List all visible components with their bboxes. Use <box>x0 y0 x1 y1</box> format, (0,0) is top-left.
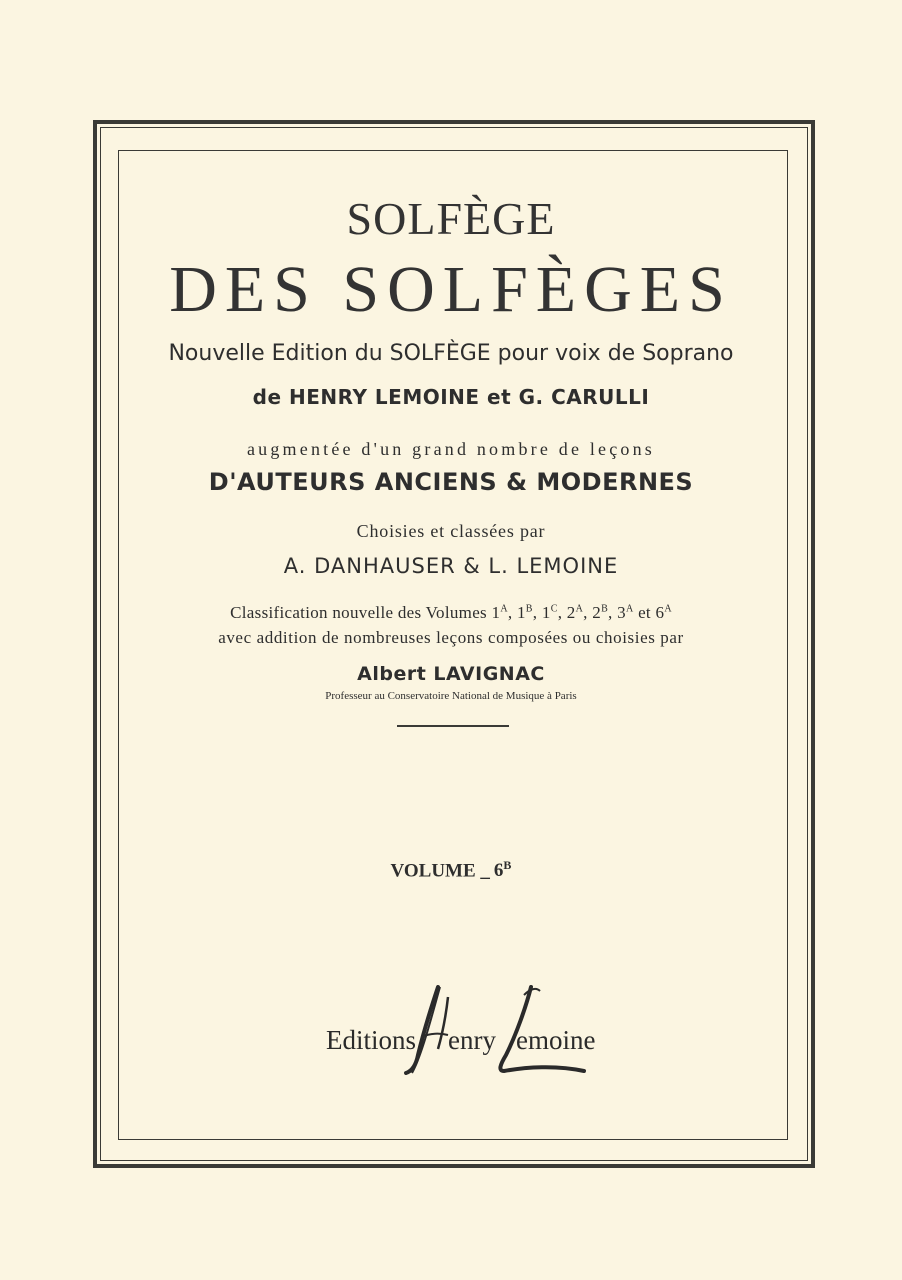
classification-prefix: Classification nouvelle des Volumes <box>230 603 487 622</box>
volume-item: $3^A$ <box>617 603 634 622</box>
volume-suffix: B <box>503 858 512 872</box>
volumes-list: $1^A$, $1^B$, $1^C$, $2^A$, $2^B$, $3^A$ <box>491 603 634 622</box>
publisher-editions: Editions <box>326 1025 417 1055</box>
volume-label: VOLUME _ <box>390 860 490 882</box>
subtitle-chosen: Choisies et classées par <box>356 521 546 541</box>
volume-item: $1^C$ <box>541 603 558 622</box>
volume-number <box>0 858 902 882</box>
volume-digit: 6 <box>493 860 504 882</box>
addition-line: avec addition de nombreuses leçons composées ou choisies par <box>218 628 684 647</box>
volume-item: $1^B$ <box>516 603 533 622</box>
volume-item: $1^A$ <box>491 603 508 622</box>
lavignac-name: Albert LAVIGNAC <box>357 663 545 685</box>
volume-item: $2^B$ <box>592 603 609 622</box>
volume-item: $2^A$ <box>566 603 584 622</box>
subtitle-authors: de HENRY LEMOINE et G. CARULLI <box>252 385 650 409</box>
classification-line <box>0 603 902 623</box>
publisher-logo <box>326 985 596 1075</box>
publisher-henry: enry <box>448 1025 496 1055</box>
subtitle-ancient-modern: D'AUTEURS ANCIENS & MODERNES <box>208 468 694 496</box>
publisher-lemoine: emoine <box>516 1025 596 1055</box>
subtitle-augmented: augmentée d'un grand nombre de leçons <box>246 439 656 459</box>
subtitle-edition: Nouvelle Edition du SOLFÈGE pour voix de Soprano <box>168 341 734 366</box>
title-line-1: SOLFÈGE <box>346 193 556 244</box>
subtitle-editors: A. DANHAUSER & L. LEMOINE <box>283 554 619 578</box>
classification-conjunction: et <box>638 603 651 622</box>
title-line-2: DES SOLFÈGES <box>169 253 733 326</box>
volume-item: $6^A$ <box>655 603 672 622</box>
lavignac-title: Professeur au Conservatoire National de Musique à Paris <box>325 690 577 702</box>
divider-rule <box>397 725 509 727</box>
